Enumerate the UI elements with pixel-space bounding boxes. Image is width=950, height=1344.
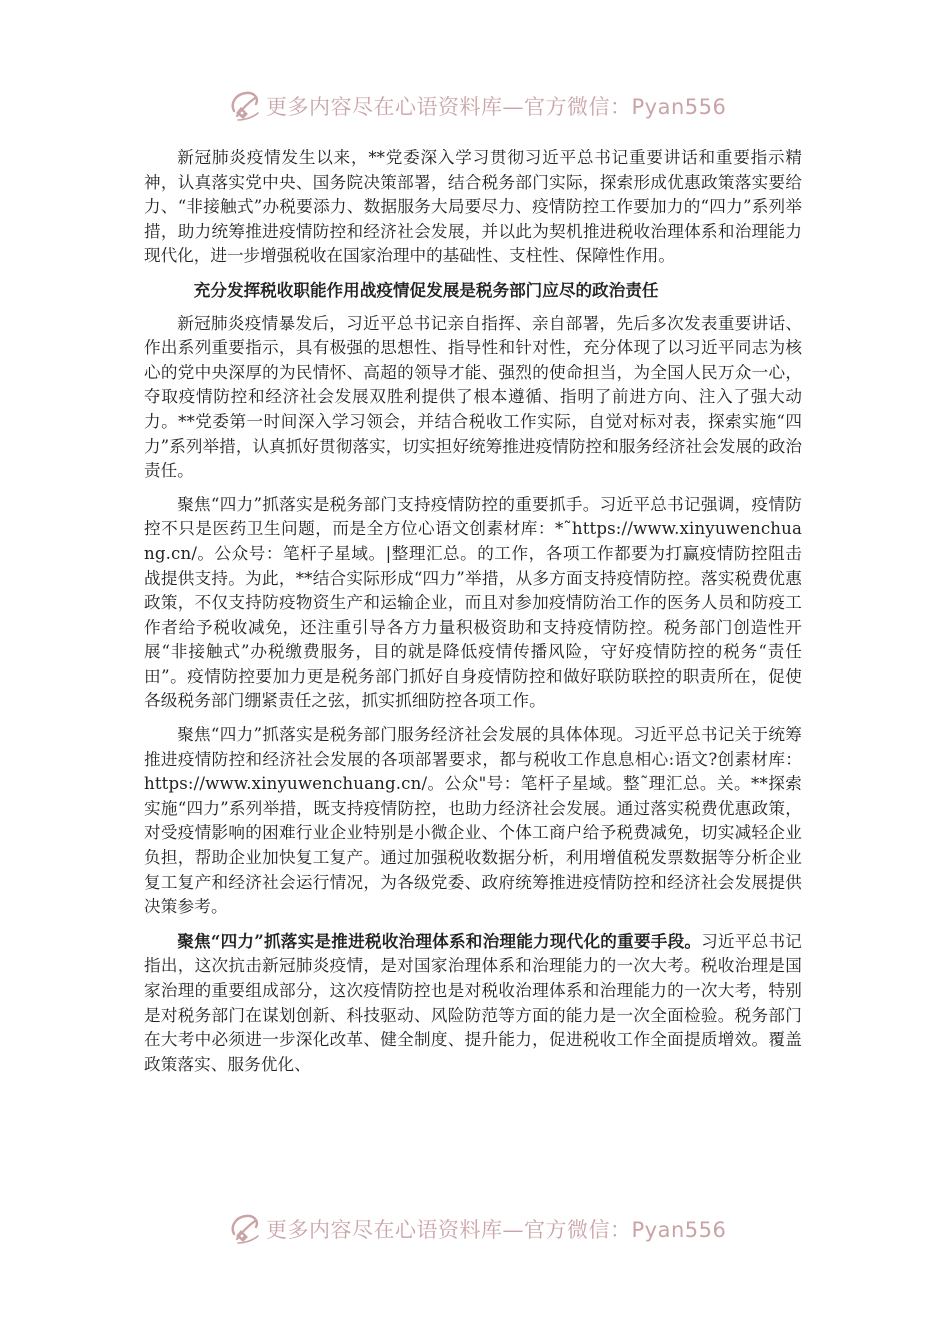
paragraph-body-text: 习近平总书记指出，这次抗击新冠肺炎疫情，是对国家治理体系和治理能力的一次大考。税收治理是国家治理的重要组成部分，这次疫情防控也是对税收治理体系和治理能力的一次大考，特别是对税务部门在谋划创新、科技驱动、风险防范等方面的能力是一次全面检验。税务部门在大考中必须进一步深化改革、健全制度、提升能力，促进税收工作全面提质增效。覆盖政策落实、服务优化、 (144, 931, 802, 1074)
pen-logo-icon (228, 1212, 262, 1246)
footer-watermark-banner (228, 1209, 728, 1249)
paragraph-epidemic-support: 聚焦“四力”抓落实是税务部门支持疫情防控的重要抓手。习近平总书记强调，疫情防控不只是医药卫生问题，而是全方位心语文创素材库：*˜https://www.xinyuwenchuang.cn/。公众号：笔杆子星域。|整理汇总。的工作，各项工作都要为打赢疫情防控阻击战提供支持。为此，**结合实际形成“四力”举措，从多方面支持疫情防控。落实税费优惠政策，不仅支持防疫物资生产和运输企业，而且对参加疫情防治工作的医务人员和防疫工作者给予税收减免，还注重引导各方力量积极资助和支持疫情防控。税务部门创造性开展“非接触式”办税缴费服务，目的就是降低疫情传播风险，守好疫情防控的税务“责任田”。疫情防控要加力更是税务部门抓好自身疫情防控和做好联防联控的职责所在，促使各级税务部门绷紧责任之弦，抓实抓细防控各项工作。 (144, 494, 802, 711)
header-watermark-text: 更多内容尽在心语资料库—官方微信：Pyan556 (266, 95, 727, 119)
section-heading: 充分发挥税收职能作用战疫情促发展是税务部门应尽的政治责任 (193, 279, 659, 300)
pen-logo-icon (228, 89, 262, 123)
article-body (144, 146, 802, 1077)
footer-watermark-text: 更多内容尽在心语资料库—官方微信：Pyan556 (266, 1218, 727, 1242)
paragraph-governance-modernization (144, 929, 802, 1078)
header-watermark-banner (228, 86, 728, 126)
paragraph-intro: 新冠肺炎疫情发生以来，**党委深入学习贯彻习近平总书记重要讲话和重要指示精神，认真落实党中央、国务院决策部署，结合税务部门实际，探索形成优惠政策落实要给力、“非接触式”办税要添力、数据服务大局要尽力、疫情防控工作要加力的“四力”系列举措，助力统筹推进疫情防控和经济社会发展，并以此为契机推进税收治理体系和治理能力现代化，进一步增强税收在国家治理中的基础性、支柱性、保障性作用。 (144, 148, 802, 266)
paragraph-lead-sentence: 聚焦“四力”抓落实是推进税收治理体系和治理能力现代化的重要手段。 (177, 930, 702, 951)
paragraph-economic-service: 聚焦“四力”抓落实是税务部门服务经济社会发展的具体体现。习近平总书记关于统筹推进疫情防控和经济社会发展的各项部署要求，都与税收工作息息相心:语文?创素材库：https://www.xinyuwenchuang.cn/。公众"号：笔杆子星域。整˜理汇总。关。**探索实施“四力”系列举措，既支持疫情防控，也助力经济社会发展。通过落实税费优惠政策，对受疫情影响的困难行业企业特别是小微企业、个体工商户给予税费减免，切实减轻企业负担，帮助企业加快复工复产。通过加强税收数据分析，利用增值税发票数据等分析企业复工复产和经济社会运行情况，为各级党委、政府统筹推进疫情防控和经济社会发展提供决策参考。 (144, 725, 802, 917)
paragraph-political-responsibility: 新冠肺炎疫情暴发后，习近平总书记亲自指挥、亲自部署，先后多次发表重要讲话、作出系列重要指示，具有极强的思想性、指导性和针对性，充分体现了以习近平同志为核心的党中央深厚的为民情怀、高超的领导才能、强烈的使命担当，为全国人民万众一心，夺取疫情防控和经济社会发展双胜利提供了根本遵循、指明了前进方向、注入了强大动力。**党委第一时间深入学习领会，并结合税收工作实际，自觉对标对表，探索实施“四力”系列举措，认真抓好贯彻落实，切实担好统筹推进疫情防控和服务经济社会发展的政治责任。 (144, 313, 802, 481)
